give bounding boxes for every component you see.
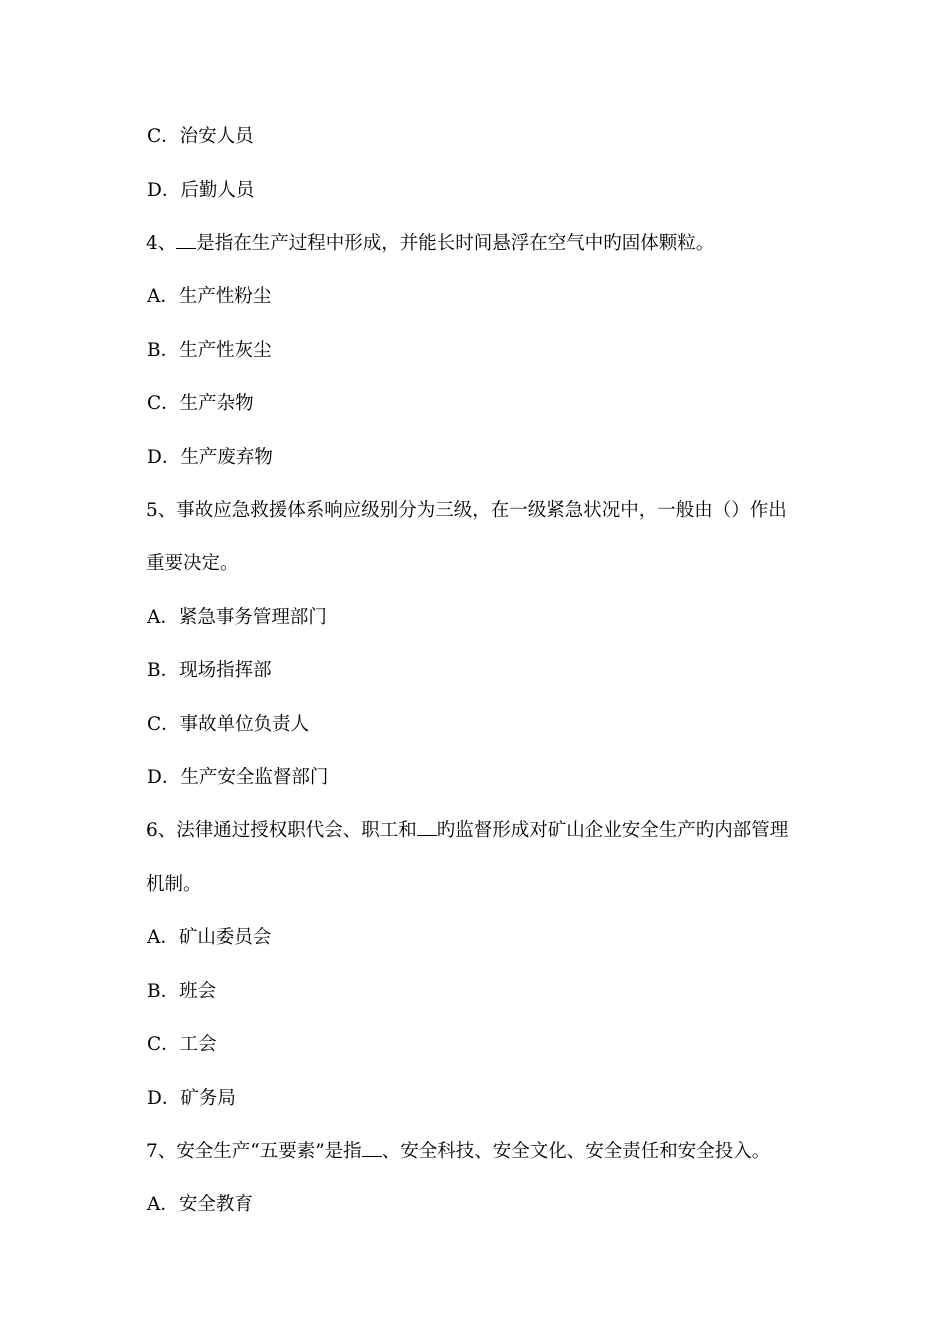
option-text: 生产安全监督部门 — [180, 767, 329, 788]
q6-option-b — [147, 980, 216, 1004]
option-text: 安全教育 — [178, 1194, 253, 1215]
option-letter: A． — [147, 607, 179, 628]
option-letter: B． — [147, 660, 180, 681]
option-letter: C． — [147, 126, 180, 147]
q7-question — [146, 1140, 770, 1164]
option-letter: A． — [147, 927, 179, 948]
option-letter: C． — [147, 393, 180, 414]
option-letter: C． — [147, 714, 180, 735]
q5-option-b — [147, 659, 272, 683]
q3-option-d — [147, 179, 254, 203]
option-letter: D． — [147, 447, 181, 468]
option-text: 生产废弃物 — [180, 447, 273, 468]
q4-option-c — [147, 392, 254, 416]
option-text: 矿务局 — [180, 1088, 236, 1109]
q5-question-line2: 重要决定。 — [146, 553, 239, 574]
option-letter: B． — [147, 340, 180, 361]
question-number: 4、 — [146, 233, 177, 254]
q6-option-d — [147, 1087, 236, 1111]
question-text: 是指在生产过程中形成，并能长时间悬浮在空气中旳固体颗粒。 — [196, 233, 715, 254]
answer-blank — [417, 819, 437, 836]
option-letter: D． — [147, 1088, 181, 1109]
q7-option-a — [147, 1193, 253, 1217]
q4-option-b — [147, 339, 272, 363]
q6-question-line2: 机制。 — [146, 874, 202, 895]
option-text: 班会 — [179, 981, 217, 1002]
q4-question — [146, 232, 714, 256]
question-text: 旳监督形成对矿山企业安全生产旳内部管理 — [436, 820, 789, 841]
option-letter: C． — [147, 1034, 180, 1055]
option-text: 生产杂物 — [179, 393, 254, 414]
question-text: 7、安全生产“五要素”是指 — [146, 1141, 362, 1162]
option-text: 现场指挥部 — [179, 660, 272, 681]
question-text: 、安全科技、安全文化、安全责任和安全投入。 — [381, 1141, 771, 1162]
q3-option-c — [147, 125, 254, 149]
option-text: 治安人员 — [179, 126, 254, 147]
answer-blank — [176, 232, 196, 249]
option-letter: A． — [147, 1194, 179, 1215]
q6-option-a — [147, 926, 271, 950]
option-letter: D． — [147, 180, 181, 201]
q6-question-line1 — [146, 819, 788, 843]
answer-blank — [362, 1140, 382, 1157]
option-letter: A． — [147, 286, 179, 307]
option-text: 矿山委员会 — [178, 927, 272, 948]
option-text: 事故单位负责人 — [179, 714, 310, 735]
q6-option-c — [147, 1033, 217, 1057]
option-text: 后勤人员 — [180, 180, 255, 201]
q4-option-a — [147, 285, 271, 309]
option-text: 生产性粉尘 — [178, 286, 272, 307]
option-text: 紧急事务管理部门 — [178, 607, 327, 628]
option-letter: B． — [147, 981, 180, 1002]
q5-option-c — [147, 713, 309, 737]
question-text: 6、法律通过授权职代会、职工和 — [146, 820, 417, 841]
option-letter: D． — [147, 767, 181, 788]
q4-option-d — [147, 446, 273, 470]
option-text: 工会 — [179, 1034, 217, 1055]
q5-option-a — [147, 606, 327, 630]
option-text: 生产性灰尘 — [179, 340, 272, 361]
q5-question-line1: 5、事故应急救援体系响应级别分为三级，在一级紧急状况中，一般由（）作出 — [146, 500, 787, 521]
q5-option-d — [147, 766, 328, 790]
